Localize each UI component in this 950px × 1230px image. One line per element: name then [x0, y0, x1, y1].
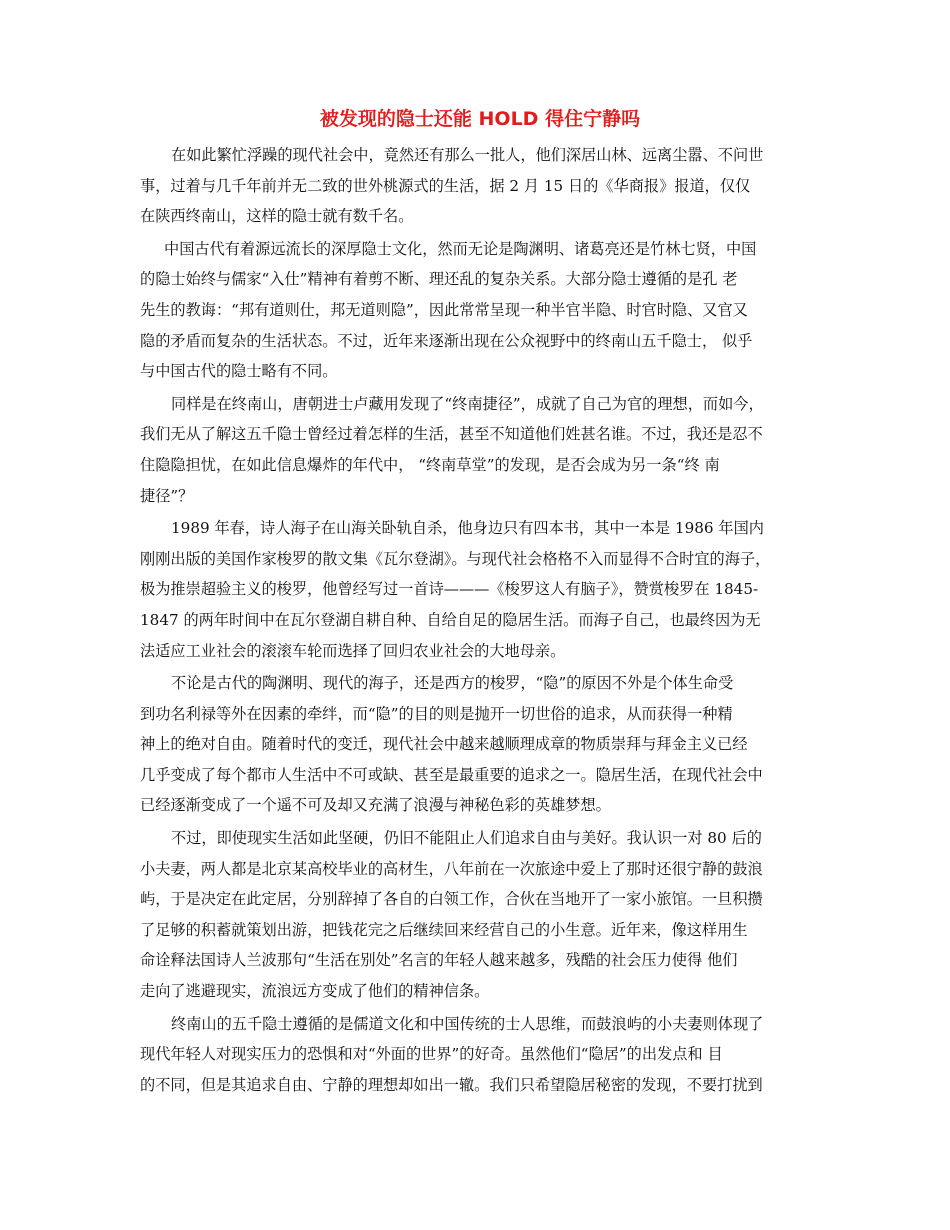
text-line: 终南山的五千隐士遵循的是儒道文化和中国传统的士人思维，而鼓浪屿的小夫妻则体现了	[171, 1014, 764, 1033]
text-line: 先生的教诲：“邦有道则仕，邦无道则隐”，因此常常呈现一种半官半隐、时官时隐、又官又	[140, 300, 748, 319]
text-line: 事，过着与几千年前并无二致的世外桃源式的生活，据 2 月 15 日的《华商报》报道，仅仅	[140, 176, 751, 195]
paragraph-5	[140, 668, 820, 821]
text-line: 到功名利禄等外在因素的牵绊，而“隐”的目的则是抛开一切世俗的追求，从而获得一种精	[140, 704, 733, 723]
text-line: 了足够的积蓄就策划出游，把钱花完之后继续回来经营自己的小生意。近年来，像这样用生	[140, 920, 748, 939]
article-title: 被发现的隐士还能 HOLD 得住宁静吗	[319, 108, 641, 130]
text-line: 极为推崇超验主义的梭罗，他曾经写过一首诗———《梭罗这人有脑子》，赞赏梭罗在 1845-	[140, 580, 759, 599]
text-line: 中国古代有着源远流长的深厚隐士文化，然而无论是陶渊明、诸葛亮还是竹林七贤，中国	[164, 239, 757, 258]
paragraph-7	[140, 1009, 820, 1101]
text-line: 与中国古代的隐士略有不同。	[140, 362, 338, 381]
text-line: 捷径”？	[140, 486, 194, 505]
text-line: 1989 年春，诗人海子在山海关卧轨自杀，他身边只有四本书，其中一本是 1986 年国内	[171, 519, 764, 538]
text-line: 在如此繁忙浮躁的现代社会中，竟然还有那么一批人，他们深居山林、远离尘嚣、不问世	[171, 146, 764, 164]
text-line: 隐的矛盾而复杂的生活状态。不过，近年来逐渐出现在公众视野中的终南山五千隐士， 似乎	[140, 331, 753, 350]
text-line: 在陕西终南山，这样的隐士就有数千名。	[140, 207, 414, 226]
text-line: 的不同，但是其追求自由、宁静的理想却如出一辙。我们只希望隐居秘密的发现，不要打扰到	[140, 1075, 763, 1094]
text-line: 同样是在终南山，唐朝进士卢藏用发现了“终南捷径”，成就了自己为官的理想，而如今，	[171, 394, 764, 413]
text-line: 不论是古代的陶渊明、现代的海子，还是西方的梭罗，“隐”的原因不外是个体生命受	[171, 674, 734, 693]
article-body	[140, 140, 820, 1100]
text-line: 不过，即使现实生活如此坚硬，仍旧不能阻止人们追求自由与美好。我认识一对 80 后的	[171, 829, 762, 848]
text-line: 刚刚出版的美国作家梭罗的散文集《瓦尔登湖》。与现代社会格格不入而显得不合时宜的海子，	[140, 549, 771, 568]
text-line: 已经逐渐变成了一个遥不可及却又充满了浪漫与神秘色彩的英雄梦想。	[140, 796, 611, 815]
document-page	[140, 102, 820, 1102]
text-line: 1847 的两年时间中在瓦尔登湖自耕自种、自给自足的隐居生活。而海子自己，也最终因为无	[140, 610, 761, 629]
text-line: 走向了逃避现实，流浪远方变成了他们的精神信条。	[140, 982, 490, 1001]
text-line: 屿，于是决定在此定居，分别辞掉了各自的白领工作，合伙在当地开了一家小旅馆。一旦积攒	[140, 890, 763, 909]
text-line: 神上的绝对自由。随着时代的变迁，现代社会中越来越顺理成章的物质崇拜与拜金主义已经	[140, 735, 748, 754]
text-line: 现代年轻人对现实压力的恐惧和对“外面的世界”的好奇。虽然他们“隐居”的出发点和 目	[140, 1045, 723, 1064]
text-line: 我们无从了解这五千隐士曾经过着怎样的生活，甚至不知道他们姓甚名谁。不过，我还是忍不	[140, 425, 763, 444]
text-line: 命诠释法国诗人兰波那句“生活在别处”名言的年轻人越来越多，残酷的社会压力使得 他们	[140, 951, 738, 970]
paragraph-4	[140, 513, 820, 666]
paragraph-3	[140, 389, 820, 511]
paragraph-6	[140, 823, 820, 1007]
text-line: 的隐士始终与儒家“入仕”精神有着剪不断、理还乱的复杂关系。大部分隐士遵循的是孔 老	[140, 270, 738, 289]
text-line: 几乎变成了每个都市人生活中不可或缺、甚至是最重要的追求之一。隐居生活，在现代社会中	[140, 765, 763, 784]
text-line: 法适应工业社会的滚滚车轮而选择了回归农业社会的大地母亲。	[140, 641, 566, 660]
paragraph-1	[140, 140, 820, 232]
text-line: 小夫妻，两人都是北京某高校毕业的高材生，八年前在一次旅途中爱上了那时还很宁静的鼓浪	[140, 859, 763, 878]
text-line: 住隐隐担忧，在如此信息爆炸的年代中， “终南草堂”的发现，是否会成为另一条“终 南	[140, 455, 720, 474]
paragraph-2	[140, 234, 820, 387]
